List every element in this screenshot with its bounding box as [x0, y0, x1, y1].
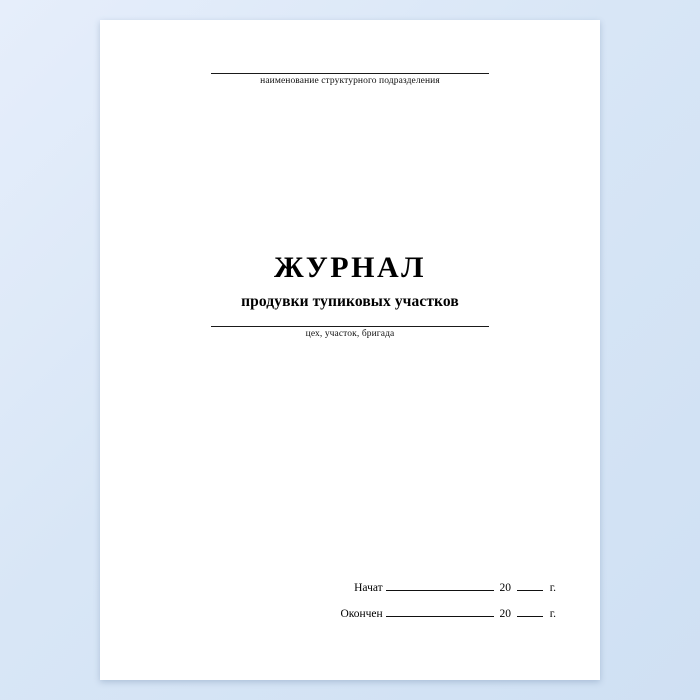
department-field	[100, 72, 600, 86]
date-fields	[256, 580, 556, 632]
started-label: Начат	[354, 582, 383, 594]
started-year-blank	[517, 580, 543, 591]
title-block	[100, 252, 600, 311]
started-row	[256, 580, 556, 594]
page-title: ЖУРНАЛ	[274, 251, 426, 284]
workshop-caption: цех, участок, бригада	[305, 329, 395, 339]
finished-year-blank	[517, 606, 543, 617]
finished-label: Окончен	[340, 608, 383, 620]
department-rule	[211, 72, 489, 74]
started-blank	[386, 580, 494, 591]
page-subtitle: продувки тупиковых участков	[241, 292, 459, 310]
finished-blank	[386, 606, 494, 617]
finished-year-suffix: г.	[549, 608, 556, 620]
started-year-prefix: 20	[499, 582, 511, 594]
finished-row	[256, 606, 556, 620]
finished-year-prefix: 20	[499, 608, 511, 620]
document-page	[100, 20, 600, 680]
workshop-field	[100, 325, 600, 339]
started-year-suffix: г.	[549, 582, 556, 594]
workshop-rule	[211, 325, 489, 327]
department-caption: наименование структурного подразделения	[260, 76, 440, 86]
